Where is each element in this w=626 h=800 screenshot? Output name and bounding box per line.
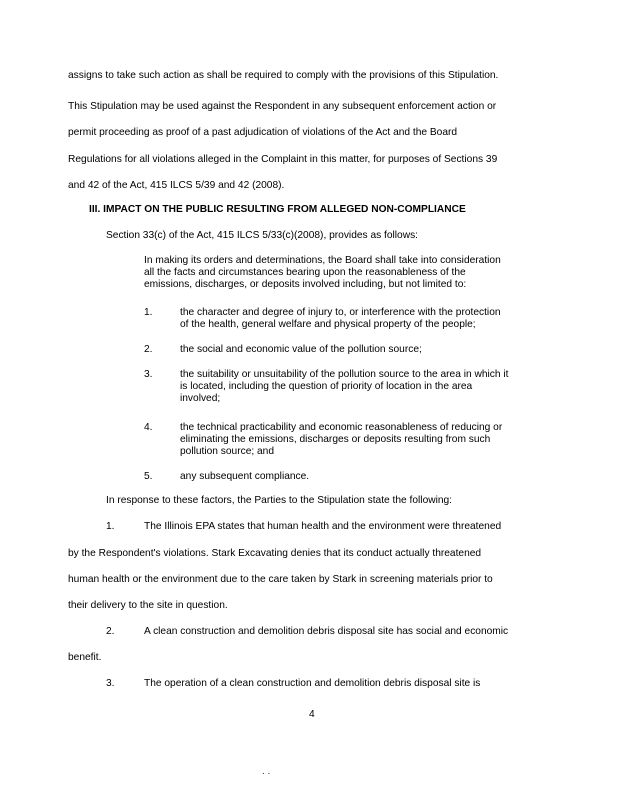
response-number: 3.	[106, 678, 115, 689]
factor-number: 1.	[144, 307, 153, 318]
scan-marks: . .	[262, 766, 271, 777]
body-line: permit proceeding as proof of a past adjudication of violations of the Act and the Board	[68, 127, 458, 138]
body-line: assigns to take such action as shall be required to comply with the provisions of this Stipulation.	[68, 70, 499, 81]
quote-line: all the facts and circumstances bearing upon the reasonableness of the	[144, 267, 466, 278]
response-number: 1.	[106, 521, 115, 532]
factor-line: the character and degree of injury to, or interference with the protection	[180, 307, 501, 318]
response-line: human health or the environment due to the care taken by Stark in screening materials prior to	[68, 574, 493, 585]
response-number: 2.	[106, 626, 115, 637]
factor-line: any subsequent compliance.	[180, 471, 310, 482]
response-line: The operation of a clean construction and demolition debris disposal site is	[144, 678, 481, 689]
factor-line: of the health, general welfare and physical property of the people;	[180, 319, 476, 330]
factor-line: the technical practicability and economic reasonableness of reducing or	[180, 422, 503, 433]
factor-line: involved;	[180, 393, 221, 404]
response-line: by the Respondent's violations. Stark Excavating denies that its conduct actually threatened	[68, 548, 482, 559]
page-number: 4	[309, 709, 315, 720]
factor-line: eliminating the emissions, discharges or deposits resulting from such	[180, 434, 491, 445]
body-line: This Stipulation may be used against the Respondent in any subsequent enforcement action or	[68, 101, 497, 112]
quote-line: emissions, discharges, or deposits involved including, but not limited to:	[144, 279, 467, 290]
quote-line: In making its orders and determinations, the Board shall take into consideration	[144, 255, 501, 266]
factor-number: 3.	[144, 369, 153, 380]
factor-number: 5.	[144, 471, 153, 482]
response-intro: In response to these factors, the Parties to the Stipulation state the following:	[106, 495, 453, 506]
section-intro: Section 33(c) of the Act, 415 ILCS 5/33(c)(2008), provides as follows:	[106, 230, 419, 241]
section-heading: III. IMPACT ON THE PUBLIC RESULTING FROM ALLEGED NON-COMPLIANCE	[89, 204, 466, 215]
response-line: their delivery to the site in question.	[68, 600, 228, 611]
factor-line: the social and economic value of the pollution source;	[180, 344, 422, 355]
response-line: A clean construction and demolition debris disposal site has social and economic	[144, 626, 509, 637]
factor-line: is located, including the question of priority of location in the area	[180, 381, 473, 392]
factor-number: 2.	[144, 344, 153, 355]
factor-line: pollution source; and	[180, 446, 275, 457]
factor-line: the suitability or unsuitability of the pollution source to the area in which it	[180, 369, 509, 380]
response-line: The Illinois EPA states that human health and the environment were threatened	[144, 521, 502, 532]
response-line: benefit.	[68, 652, 102, 663]
body-line: and 42 of the Act, 415 ILCS 5/39 and 42 (2008).	[68, 180, 285, 191]
body-line: Regulations for all violations alleged in the Complaint in this matter, for purposes of Sections 39	[68, 154, 498, 165]
factor-number: 4.	[144, 422, 153, 433]
